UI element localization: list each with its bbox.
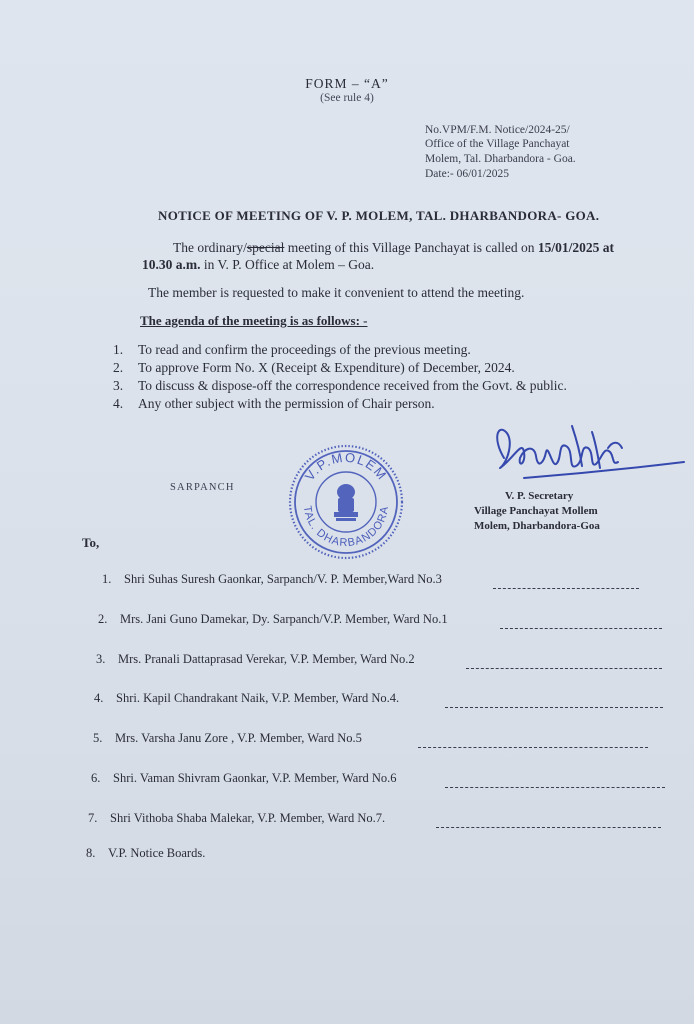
signature-line <box>493 588 639 589</box>
member-number: 1. <box>102 572 112 586</box>
agenda-item-text: To read and confirm the proceedings of the previous meeting. <box>138 342 471 357</box>
reference-number: No.VPM/F.M. Notice/2024-25/ <box>425 124 570 136</box>
member-name: Shri Suhas Suresh Gaonkar, Sarpanch/V. P. Member,Ward No.3 <box>124 572 442 586</box>
agenda-item-text: To discuss & dispose-off the correspondence received from the Govt. & public. <box>138 378 567 393</box>
form-title: FORM – “A” <box>305 76 389 91</box>
member-row <box>93 731 362 746</box>
agenda-item-number: 4. <box>113 396 124 411</box>
agenda-item <box>113 396 435 412</box>
secretary-office: Village Panchayat Mollem <box>474 505 598 517</box>
member-name: Shri Vithoba Shaba Malekar, V.P. Member, Ward No.7. <box>110 811 386 825</box>
member-row <box>91 771 397 786</box>
signature-line <box>445 787 665 788</box>
member-name: Shri. Vaman Shivram Gaonkar, V.P. Member, Ward No.6 <box>113 771 397 785</box>
member-number: 4. <box>94 691 104 705</box>
secretary-signature <box>484 418 689 501</box>
agenda-item-number: 2. <box>113 360 124 375</box>
notice-heading: NOTICE OF MEETING OF V. P. MOLEM, TAL. DHARBANDORA- GOA. <box>158 208 600 223</box>
member-name: Mrs. Jani Guno Damekar, Dy. Sarpanch/V.P. Member, Ward No.1 <box>120 612 448 626</box>
member-row <box>94 691 399 706</box>
agenda-item <box>113 342 471 358</box>
intro-struck-word: special <box>246 240 285 255</box>
notice-board-number: 8. <box>86 846 96 860</box>
signature-icon <box>484 418 689 496</box>
member-name: Mrs. Pranali Dattaprasad Verekar, V.P. Member, Ward No.2 <box>118 652 415 666</box>
signature-line <box>418 747 648 748</box>
member-row <box>98 612 448 627</box>
member-name: Mrs. Varsha Janu Zore , V.P. Member, Ward No.5 <box>115 731 362 745</box>
agenda-item-number: 1. <box>113 342 124 357</box>
stamp-top-text: V.P.MOLEM <box>301 449 391 484</box>
member-row <box>88 811 385 826</box>
agenda-item <box>113 378 567 394</box>
intro-part2: meeting of this Village Panchayat is called on <box>284 240 538 255</box>
member-number: 6. <box>91 771 101 785</box>
secretary-place: Molem, Dharbandora-Goa <box>474 520 600 532</box>
intro-line-1 <box>173 240 614 256</box>
member-number: 2. <box>98 612 108 626</box>
panchayat-stamp <box>284 440 408 569</box>
member-number: 7. <box>88 811 98 825</box>
member-row <box>96 652 415 667</box>
agenda-item-text: Any other subject with the permission of Chair person. <box>138 396 435 411</box>
member-row <box>102 572 442 587</box>
agenda-heading: The agenda of the meeting is as follows: - <box>140 313 368 328</box>
member-number: 5. <box>93 731 103 745</box>
reference-date: Date:- 06/01/2025 <box>425 168 509 180</box>
stamp-bottom-text: TAL. DHARBANDORA <box>300 504 392 550</box>
to-label: To, <box>82 535 100 550</box>
member-name: Shri. Kapil Chandrakant Naik, V.P. Member, Ward No.4. <box>116 691 400 705</box>
reference-office: Office of the Village Panchayat <box>425 138 570 150</box>
member-number: 3. <box>96 652 106 666</box>
notice-board-row <box>86 846 205 861</box>
secretary-title: V. P. Secretary <box>505 490 574 502</box>
meeting-date: 15/01/2025 at <box>537 240 614 255</box>
signature-line <box>445 707 663 708</box>
signature-line <box>436 827 661 828</box>
signature-line <box>466 668 662 669</box>
agenda-item <box>113 360 515 376</box>
intro-line-2 <box>142 257 374 273</box>
intro-part1: The ordinary/ <box>173 240 247 255</box>
meeting-time: 10.30 a.m. <box>142 257 201 272</box>
form-subtitle: (See rule 4) <box>320 92 374 104</box>
reference-place: Molem, Tal. Dharbandora - Goa. <box>425 153 576 165</box>
agenda-item-number: 3. <box>113 378 124 393</box>
stamp-seal-icon <box>284 440 408 564</box>
notice-board-text: V.P. Notice Boards. <box>108 846 206 860</box>
emblem-icon <box>334 484 358 521</box>
intro-part3: in V. P. Office at Molem – Goa. <box>200 257 375 272</box>
sarpanch-label: SARPANCH <box>170 482 235 493</box>
request-line: The member is requested to make it convenient to attend the meeting. <box>148 285 525 300</box>
signature-line <box>500 628 662 629</box>
agenda-item-text: To approve Form No. X (Receipt & Expenditure) of December, 2024. <box>138 360 515 375</box>
